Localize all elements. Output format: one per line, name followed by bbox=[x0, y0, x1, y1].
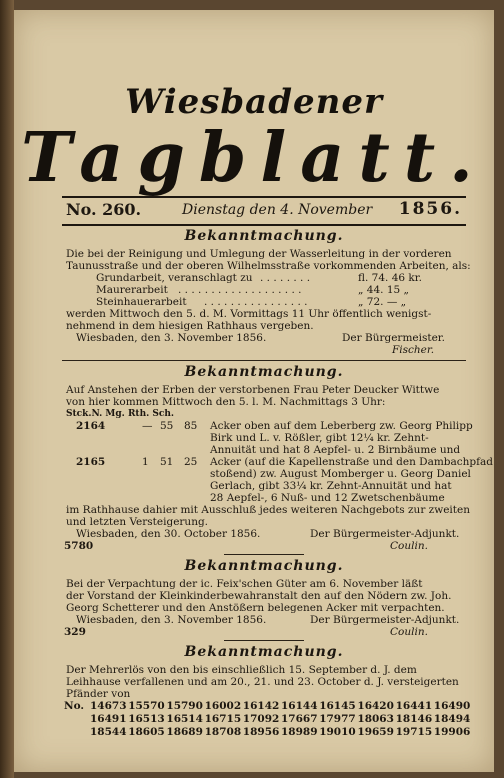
notice-4-line: Der Mehrerlös von den bis einschließlich 15. September d. J. dem bbox=[66, 664, 417, 676]
notice-1-signer-title: Der Bürgermeister. bbox=[342, 332, 445, 344]
notice-2-signer-name: Coulin. bbox=[390, 540, 428, 552]
pledge-number: 16490 bbox=[433, 700, 471, 712]
section-rule bbox=[62, 360, 466, 361]
notice-3-signer-name: Coulin. bbox=[390, 626, 428, 638]
masthead-title: Tagblatt. bbox=[21, 118, 487, 198]
pledge-number: 16144 bbox=[281, 700, 318, 712]
pledge-number: 19010 bbox=[319, 726, 356, 738]
pledge-number: 15790 bbox=[166, 700, 203, 712]
notice-1-item-label: Grundarbeit, veranschlagt zu bbox=[96, 272, 253, 284]
notice-4-line: Leihhause verfallenen und am 20., 21. und 23. October d. J. versteigerten bbox=[66, 676, 459, 688]
notice-3-line: Georg Schetterer und den Anstößern belegenen Acker mit verpachten. bbox=[66, 602, 445, 614]
pledge-number: 18989 bbox=[281, 726, 318, 738]
pledge-number: 16513 bbox=[128, 713, 165, 725]
pledge-number: 16491 bbox=[90, 713, 127, 725]
pledge-number: 16420 bbox=[357, 700, 394, 712]
pledge-number: 17977 bbox=[319, 713, 356, 725]
pledge-number: 17667 bbox=[281, 713, 318, 725]
notice-4-heading: Bekanntmachung. bbox=[184, 644, 344, 660]
notice-2-code: 5780 bbox=[64, 540, 94, 552]
parcel-description: Birk und L. v. Rößler, gibt 12¼ kr. Zehnt- bbox=[210, 432, 429, 444]
pledge-number: 16514 bbox=[166, 713, 203, 725]
notice-1-line: werden Mittwoch den 5. d. M. Vormittags 11 Uhr öffentlich wenigst- bbox=[66, 308, 432, 320]
pledge-number: 16145 bbox=[319, 700, 356, 712]
parcel-description: 28 Aepfel-, 6 Nuß- und 12 Zwetschenbäume bbox=[210, 492, 445, 504]
leader-dots: . . . . . . . . . . . . . . . . bbox=[204, 296, 308, 308]
section-rule bbox=[224, 554, 304, 555]
pledge-number: 17092 bbox=[242, 713, 280, 725]
leader-dots: . . . . . . . . bbox=[260, 272, 311, 284]
pledge-number: 18494 bbox=[433, 713, 471, 725]
pledge-numbers-prefix: No. bbox=[64, 700, 85, 712]
notice-1-item-amount: „ 44. 15 „ bbox=[358, 284, 409, 296]
notice-2-intro: von hier kommen Mittwoch den 5. l. M. Nachmittags 3 Uhr: bbox=[66, 396, 386, 408]
notice-2-intro: Auf Anstehen der Erben der verstorbenen Frau Peter Deucker Wittwe bbox=[66, 384, 440, 396]
issue-date: Dienstag den 4. November bbox=[182, 202, 373, 218]
pledge-number: 16142 bbox=[242, 700, 280, 712]
notice-4-line: Pfänder von bbox=[66, 688, 131, 700]
leader-dots: . . . . . . . . . . . . . . . . . . . bbox=[178, 284, 302, 296]
notice-1-signer-name: Fischer. bbox=[392, 344, 435, 356]
section-rule bbox=[224, 640, 304, 641]
pledge-number: 16002 bbox=[204, 700, 242, 712]
notice-3-line: der Vorstand der Kleinkinderbewahranstalt den auf den Nödern zw. Joh. bbox=[66, 590, 452, 602]
parcel-column-header: Stck.N. Mg. Rth. Sch. bbox=[66, 409, 175, 419]
parcel-description: Annuität und hat 8 Aepfel- u. 2 Birnbäume und bbox=[210, 444, 461, 456]
parcel-number: 2164 bbox=[76, 420, 106, 432]
pledge-number: 18605 bbox=[128, 726, 165, 738]
issue-year: 1856. bbox=[398, 199, 462, 219]
notice-1-line: Taunusstraße und der oberen Wilhelmsstraße vorkommenden Arbeiten, als: bbox=[66, 260, 471, 272]
pledge-number: 18063 bbox=[357, 713, 394, 725]
parcel-schuh: 25 bbox=[184, 456, 198, 468]
pledge-number: 16715 bbox=[204, 713, 242, 725]
parcel-schuh: 85 bbox=[184, 420, 198, 432]
parcel-description: Acker oben auf dem Leberberg zw. Georg Philipp bbox=[210, 420, 473, 432]
parcel-ruthen: 51 bbox=[160, 456, 174, 468]
masthead-city: Wiesbadener bbox=[125, 82, 383, 122]
notice-1-date: Wiesbaden, den 3. November 1856. bbox=[76, 332, 267, 344]
issue-number: No. 260. bbox=[66, 200, 142, 219]
notice-3-date: Wiesbaden, den 3. November 1856. bbox=[76, 614, 267, 626]
pledge-number: 19906 bbox=[433, 726, 471, 738]
notice-2-date: Wiesbaden, den 30. October 1856. bbox=[76, 528, 261, 540]
notice-1-heading: Bekanntmachung. bbox=[184, 228, 344, 244]
notice-2-heading: Bekanntmachung. bbox=[184, 364, 344, 380]
notice-2-signer-title: Der Bürgermeister-Adjunkt. bbox=[310, 528, 460, 540]
pledge-number: 18689 bbox=[166, 726, 203, 738]
notice-3-signer-title: Der Bürgermeister-Adjunkt. bbox=[310, 614, 460, 626]
parcel-description: Gerlach, gibt 33¼ kr. Zehnt-Annuität und hat bbox=[210, 480, 452, 492]
pledge-number: 16441 bbox=[395, 700, 433, 712]
parcel-ruthen: 55 bbox=[160, 420, 174, 432]
parcel-description: stoßend) zw. August Momberger u. Georg Daniel bbox=[210, 468, 471, 480]
parcel-morgen: 1 bbox=[142, 456, 149, 468]
notice-2-outro: im Rathhause dahier mit Ausschluß jedes weiteren Nachgebots zur zweiten bbox=[66, 504, 470, 516]
pledge-number: 19715 bbox=[395, 726, 433, 738]
notice-3-line: Bei der Verpachtung der ic. Feix'schen Güter am 6. November läßt bbox=[66, 578, 423, 590]
notice-3-code: 329 bbox=[64, 626, 86, 638]
notice-1-item-label: Steinhauerarbeit bbox=[96, 296, 187, 308]
pledge-number: 14673 bbox=[90, 700, 127, 712]
pledge-number: 15570 bbox=[128, 700, 165, 712]
pledge-number: 18708 bbox=[204, 726, 242, 738]
parcel-morgen: — bbox=[142, 420, 153, 432]
newspaper-page bbox=[14, 10, 494, 772]
notice-1-item-amount: „ 72. — „ bbox=[358, 296, 407, 308]
pledge-number: 18146 bbox=[395, 713, 433, 725]
notice-3-heading: Bekanntmachung. bbox=[184, 558, 344, 574]
notice-1-line: Die bei der Reinigung und Umlegung der Wasserleitung in der vorderen bbox=[66, 248, 452, 260]
book-binding-edge bbox=[0, 0, 14, 778]
notice-1-item-label: Maurerarbeit bbox=[96, 284, 168, 296]
parcel-number: 2165 bbox=[76, 456, 106, 468]
notice-1-line: nehmend in dem hiesigen Rathhaus vergeben. bbox=[66, 320, 314, 332]
issue-bar bbox=[62, 196, 466, 226]
notice-2-outro: und letzten Versteigerung. bbox=[66, 516, 209, 528]
pledge-number: 18544 bbox=[90, 726, 127, 738]
notice-1-item-amount: fl. 74. 46 kr. bbox=[358, 272, 422, 284]
pledge-number: 18956 bbox=[242, 726, 280, 738]
parcel-description: Acker (auf die Kapellenstraße und den Dambachpfad bbox=[210, 456, 494, 468]
pledge-number: 19659 bbox=[357, 726, 394, 738]
